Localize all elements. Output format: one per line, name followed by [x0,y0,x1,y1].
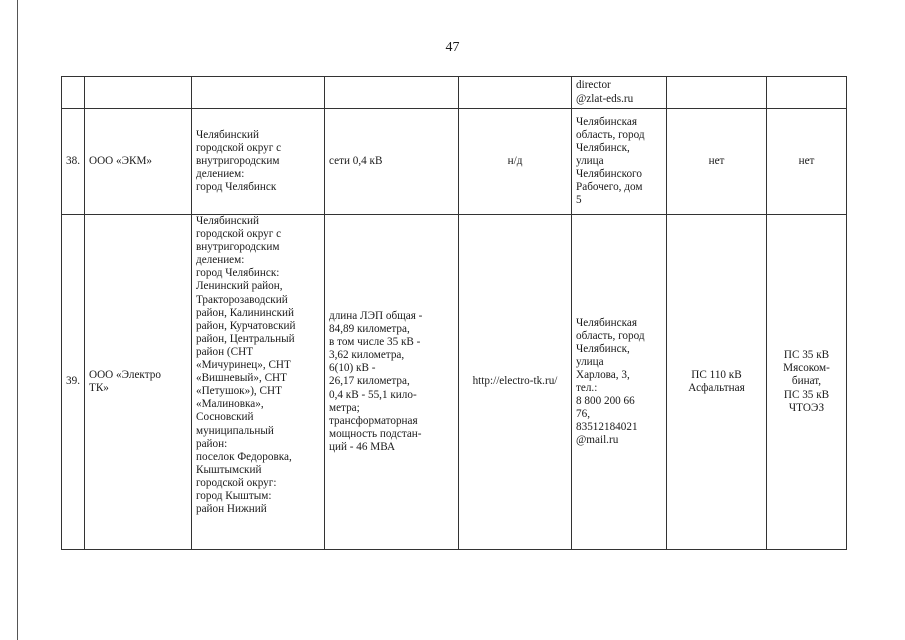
organization-name-cell: ООО «ЭКМ» [85,109,192,215]
row-number-cell: 39. [62,215,85,550]
row-number-cell [62,77,85,109]
address-cell: Челябинская область, город Челябинск, улица Челябинского Рабочего, дом 5 [572,109,667,215]
grid-characteristics-cell: сети 0,4 кВ [325,109,459,215]
territory-cell: Челябинский городской округ с внутригородским делением: город Челябинск: Ленинский район, Тракторозаводский район, Калининский район, Курчатовский район, Центральный район (СНТ «Мичуринец», СНТ «Вишневый», СНТ «Петушок»), СНТ «Малиновка», Сосновский муниципальный район: поселок Федоровка, Кыштымский городской округ: город Кыштым: район Нижний [192,215,325,550]
other-substation-cell: нет [767,109,847,215]
substation-cell: ПС 110 кВ Асфальтная [667,215,767,550]
territory-cell: Челябинский городской округ с внутригородским делением: город Челябинск [192,109,325,215]
substation-cell [667,77,767,109]
territory-cell [192,77,325,109]
table-row [62,109,847,215]
grid-characteristics-cell: длина ЛЭП общая - 84,89 километра, в том числе 35 кВ - 3,62 километра, 6(10) кВ - 26,17 километра, 0,4 кВ - 55,1 кило- метра; трансформаторная мощность подстан- ций - 46 МВА [325,215,459,550]
page-left-border [17,0,18,640]
table-row [62,215,847,550]
address-cell: director @zlat-eds.ru [572,77,667,109]
row-number-cell: 38. [62,109,85,215]
grid-organizations-table [61,76,847,550]
website-cell: н/д [459,109,572,215]
organization-name-cell: ООО «Электро ТК» [85,215,192,550]
substation-cell: нет [667,109,767,215]
website-cell: http://electro-tk.ru/ [459,215,572,550]
address-cell: Челябинская область, город Челябинск, улица Харлова, 3, тел.: 8 800 200 66 76, 83512184021 @mail.ru [572,215,667,550]
page-number: 47 [445,40,460,55]
table-row [62,77,847,109]
organization-name-cell [85,77,192,109]
grid-characteristics-cell [325,77,459,109]
website-cell [459,77,572,109]
other-substation-cell: ПС 35 кВ Мясоком- бинат, ПС 35 кВ ЧТОЭЗ [767,215,847,550]
other-substation-cell [767,77,847,109]
